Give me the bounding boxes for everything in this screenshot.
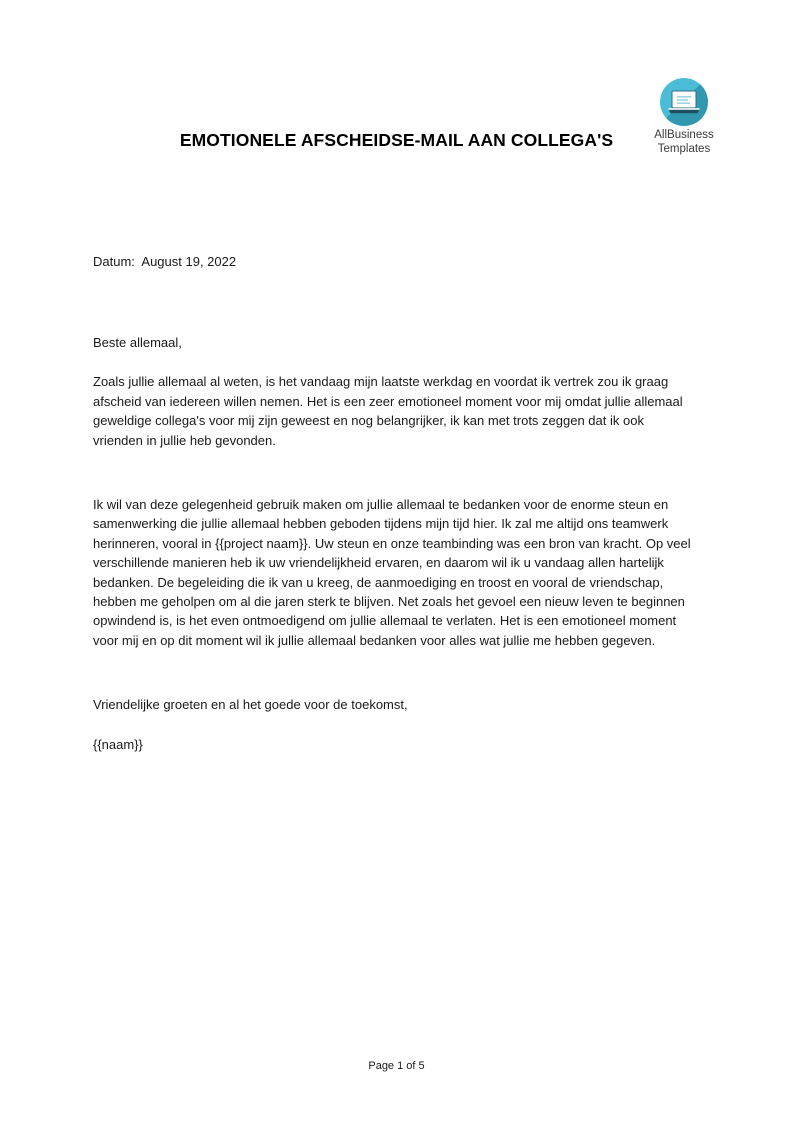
logo-circle (660, 78, 708, 126)
logo-line-2: Templates (657, 142, 711, 155)
spacer (93, 650, 692, 695)
page-footer: Page 1 of 5 (368, 1060, 425, 1072)
spacer (93, 352, 692, 372)
spacer (93, 450, 692, 495)
laptop-icon (667, 89, 701, 115)
date-line: Datum: August 19, 2022 (93, 254, 237, 269)
logo-line-1: AllBusiness (654, 129, 714, 141)
closing-line: Vriendelijke groeten en al het goede voor de toekomst, (93, 697, 408, 713)
letter-body (93, 252, 692, 754)
spacer (93, 271, 692, 333)
paragraph-2: Ik wil van deze gelegenheid gebruik maken om jullie allemaal te bedanken voor de enorme steun en samenwerking die jullie allemaal hebben geboden tijdens mijn tijd hier. Ik zal me altijd ons teamwerk herinneren, vooral in {{project naam}}. Uw steun en onze teambinding was een bron van kracht. Op veel verschillende manieren heb ik uw vriendelijkheid ervaren, en daarom wil ik u vandaag allen hartelijk bedanken. De begeleiding die ik van u kreeg, de aanmoediging en troost en vooral de vriendschap, hebben me geholpen om al die jaren sterk te blijven. Net zoals het gevoel een nieuw leven te beginnen opwindend is, is het even ontmoedigend om jullie allemaal te verlaten. Het is een emotioneel moment voor mij en op dit moment wil ik jullie allemaal bedanken voor alles wat jullie me hebben gegeven. (93, 497, 691, 648)
signature-placeholder: {{naam}} (93, 736, 143, 752)
paragraph-1: Zoals jullie allemaal al weten, is het vandaag mijn laatste werkdag en voordat ik vertrek zou ik graag afscheid van iedereen willen nemen. Het is een zeer emotioneel moment voor mij omdat jullie allemaal geweldige collega's voor mij zijn geweest en nog belangrijker, ik kan met trots zeggen dat ik ook vrienden in jullie heb gevonden. (93, 374, 683, 448)
salutation: Beste allemaal, (93, 335, 182, 350)
spacer (93, 715, 692, 735)
page-title: EMOTIONELE AFSCHEIDSE-MAIL AAN COLLEGA'S (179, 130, 614, 150)
